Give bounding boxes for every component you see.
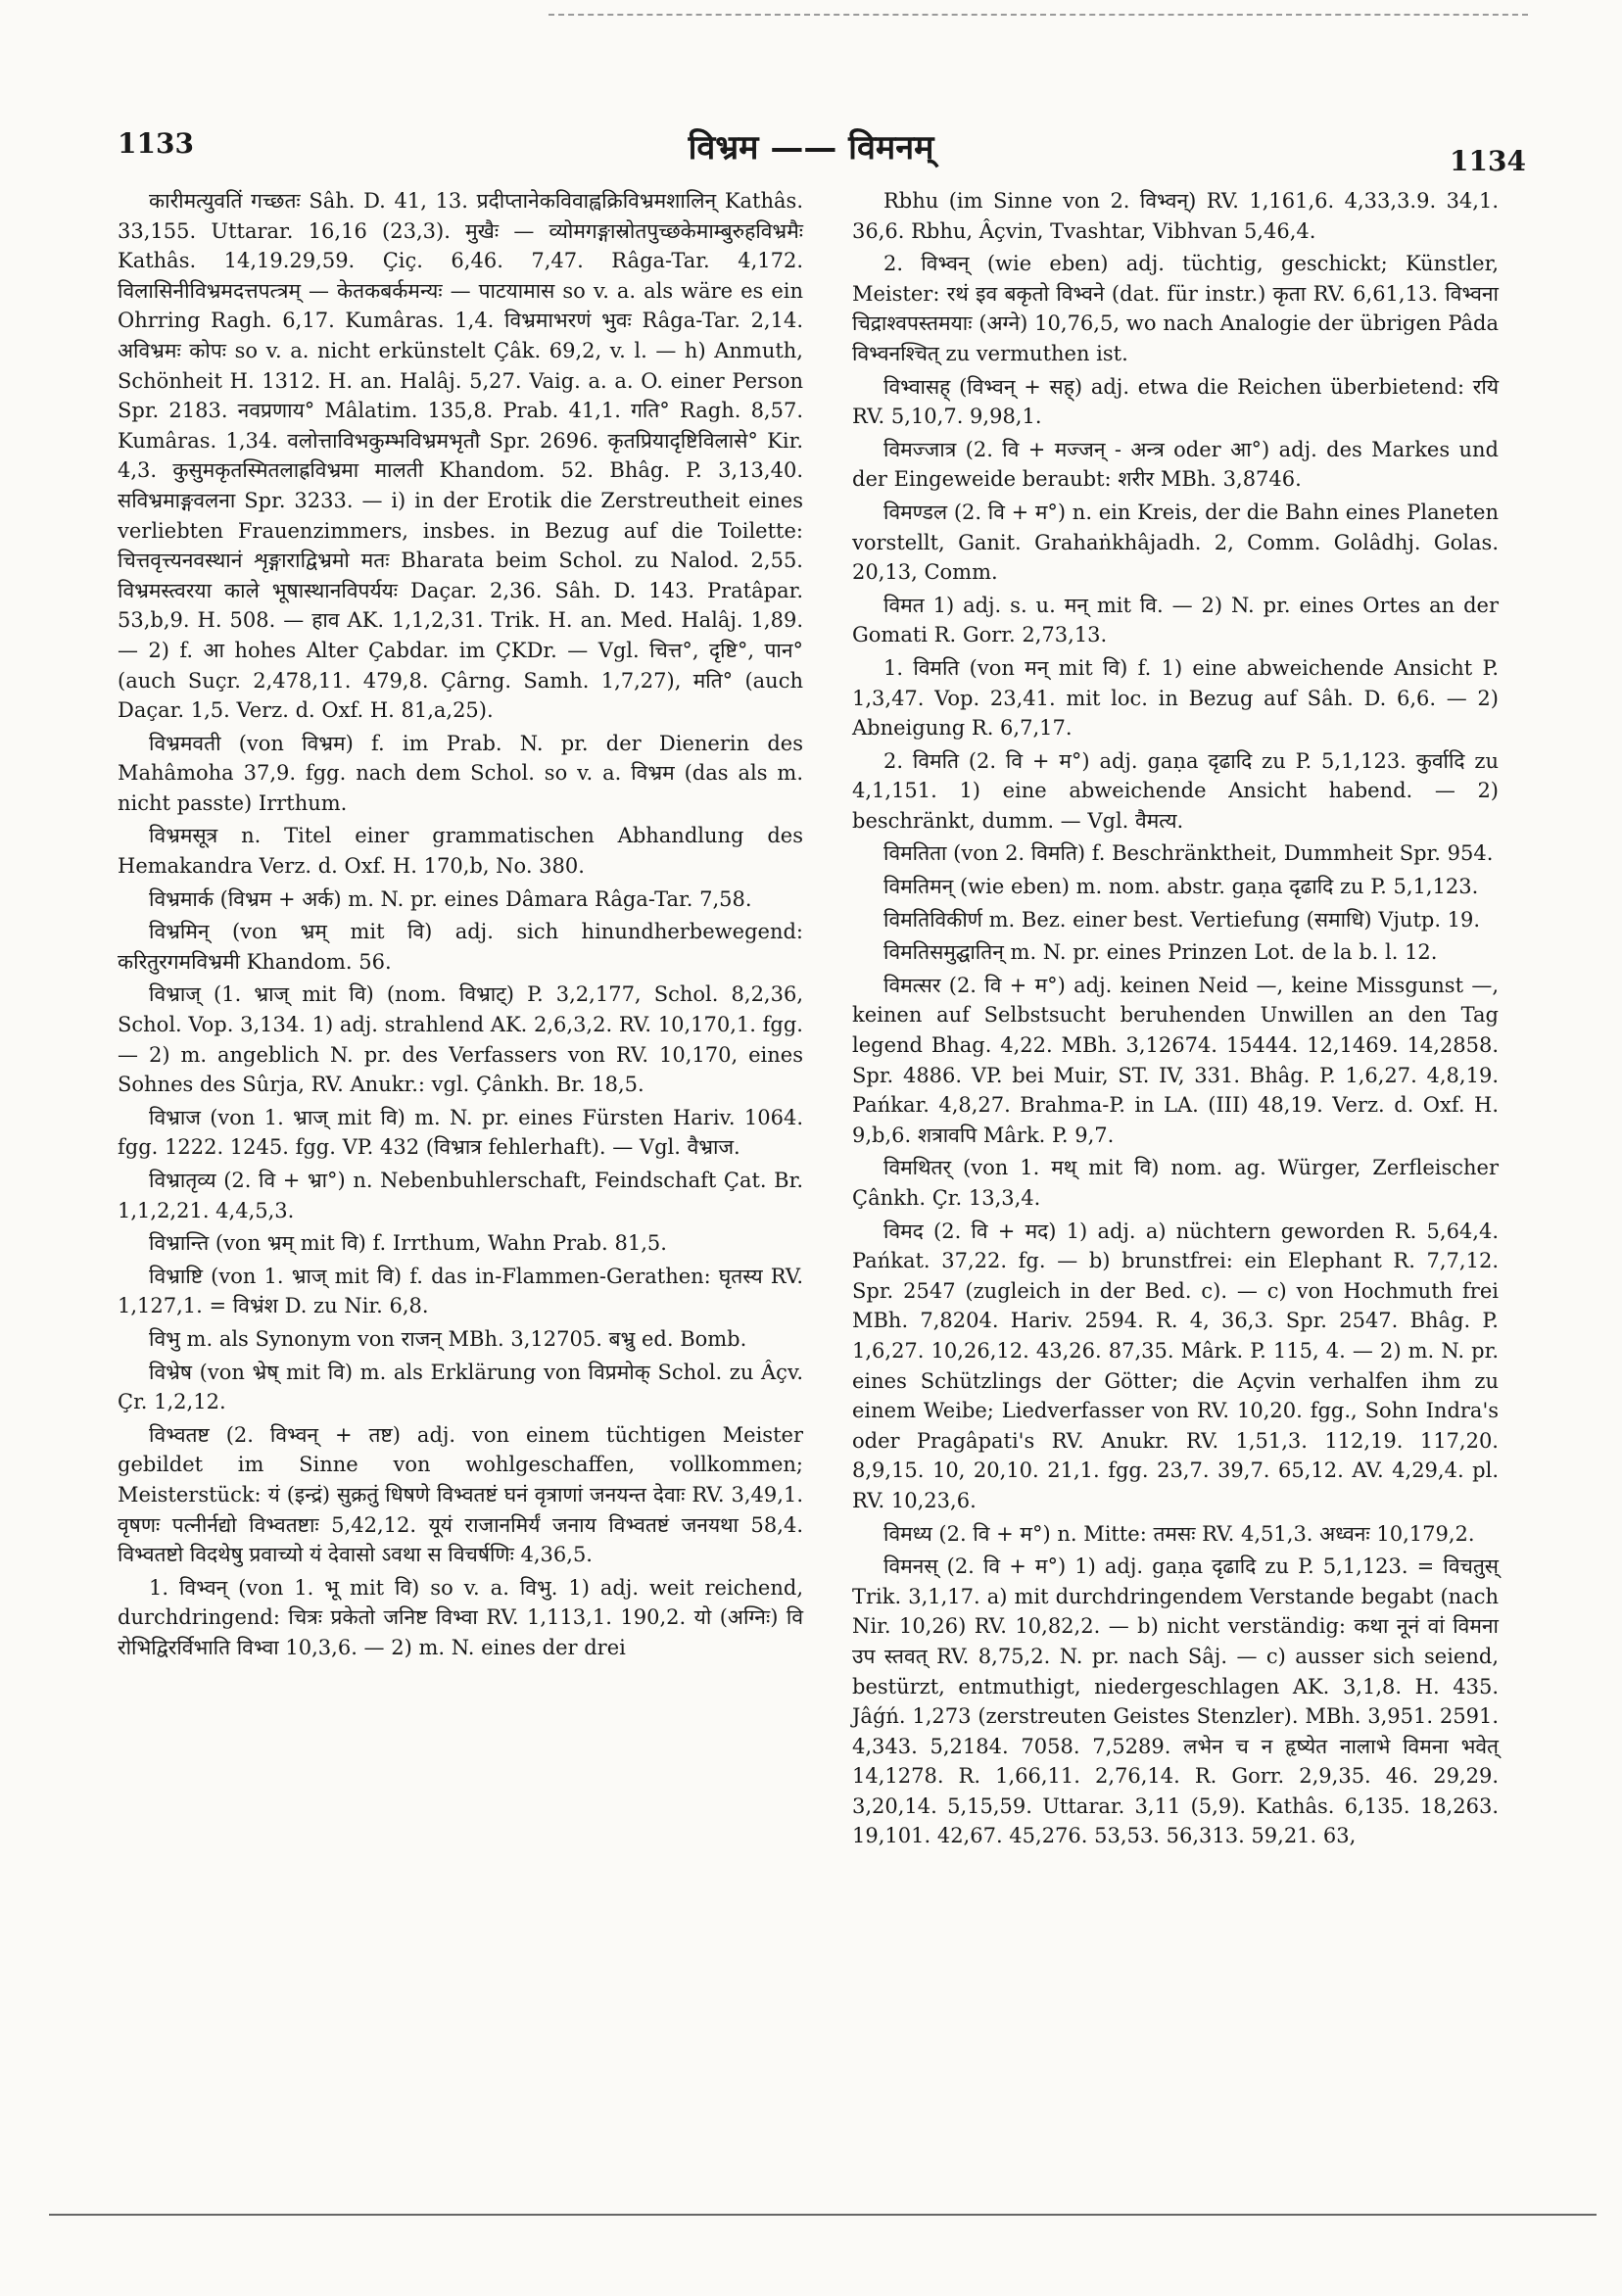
dictionary-entry: विभ्रमिन् (von भ्रम् mit वि) adj. sich hinundherbewegend: करितुरगमविभ्रमी Khandom. 56.	[118, 920, 803, 974]
dictionary-entry: विमद (2. वि + मद) 1) adj. a) nüchtern geworden R. 5,64,4. Pańkat. 37,22. fg. — b) brunstfrei: ein Elephant R. 7,7,12. Spr. 2547 (zugleich in der Bed. c). — c) von Hochmuth frei MBh. 7,8204. Hariv. 2594. R. 4, 36,3. Spr. 2547. Bhâg. P. 1,6,27. 10,26,12. 43,26. 87,35. Mârk. P. 115, 4. — 2) m. N. pr. eines Schützlings der Götter; die Açvin verhalfen ihm zu einem Weibe; Liedverfasser von RV. 10,20. fgg., Sohn Indra's oder Pragâpati's RV. Anukr. RV. 1,51,3. 112,19. 117,20. 8,9,15. 10, 20,10. 21,1. fgg. 23,7. 39,7. 65,12. AV. 4,29,4. pl. RV. 10,23,6.	[852, 1219, 1499, 1512]
dictionary-entry: 2. विभ्वन् (wie eben) adj. tüchtig, geschickt; Künstler, Meister: रथं इव बकृतो विभ्वने (dat. für instr.) कृता RV. 6,61,13. विभ्वना चिद्राश्वपस्तमयाः (अग्ने) 10,76,5, wo nach Analogie der übrigen Pâda विभ्वनश्चित् zu vermuthen ist.	[852, 252, 1499, 365]
dictionary-entry: विभ्वासह् (विभ्वन् + सह्) adj. etwa die Reichen überbietend: रयि RV. 5,10,7. 9,98,1.	[852, 374, 1499, 429]
dictionary-entry: विमथितर् (von 1. मथ् mit वि) nom. ag. Würger, Zerfleischer Çânkh. Çr. 13,3,4.	[852, 1156, 1499, 1210]
dictionary-entry: कारीमत्युवतिं गच्छतः Sâh. D. 41, 13. प्रदीप्तानेकविवाह्वक्रिविभ्रमशालिन् Kathâs. 33,155. Uttarar. 16,16 (23,3). मुखैः — व्योमगङ्गास्रोतपुच्छकेमाम्बुरुहविभ्रमैः Kathâs. 14,19.29,59. Çiç. 6,46. 7,47. Râga-Tar. 4,172. विलासिनीविभ्रमदत्तपत्त्रम् — केतकबर्कमन्यः — पाटयामास so v. a. als wäre es ein Ohrring Ragh. 6,17. Kumâras. 1,4. विभ्रमाभरणं भुवः Râga-Tar. 2,14. अविभ्रमः कोपः so v. a. nicht erkünstelt Çâk. 69,2, v. l. — h) Anmuth, Schönheit H. 1312. H. an. Halâj. 5,27. Vaig. a. a. O. einer Person Spr. 2183. नवप्रणाय° Mâlatim. 135,8. Prab. 41,1. गति° Ragh. 8,57. Kumâras. 1,34. वलोत्ताविभकुम्भविभ्रमभृतौ Spr. 2696. कृतप्रियादृष्टिविलासे° Kir. 4,3. कुसुमकृतस्मितलाह्रविभ्रमा मालती Khandom. 52. Bhâg. P. 3,13,40. सविभ्रमाङ्गवलना Spr. 3233. — i) in der Erotik die Zerstreutheit eines verliebten Frauenzimmers, insbes. in Bezug auf die Toilette: चित्तवृत्त्यनवस्थानं शृङ्गाराद्विभ्रमो मतः Bharata beim Schol. zu Nalod. 2,55. विभ्रमस्त्वरया काले भूषास्थानविपर्ययः Daçar. 2,36. Sâh. D. 143. Pratâpar. 53,b,9. H. 508. — हाव AK. 1,1,2,31. Trik. H. an. Med. Halâj. 1,89. — 2) f. आ hohes Alter Çabdar. im ÇKDr. — Vgl. चित्त°, दृष्टि°, पान° (auch Suçr. 2,478,11. 479,8. Çârng. Samh. 1,7,27), मति° (auch Daçar. 1,5. Verz. d. Oxf. H. 81,a,25).	[118, 189, 803, 723]
dictionary-entry: विभ्रान्ति (von भ्रम् mit वि) f. Irrthum, Wahn Prab. 81,5.	[149, 1231, 667, 1256]
dictionary-entry: Rbhu (im Sinne von 2. विभ्वन्) RV. 1,161,6. 4,33,3.9. 34,1. 36,6. Rbhu, Âçvin, Tvashtar, Vibhvan 5,46,4.	[852, 189, 1499, 243]
dictionary-entry: विभ्वतष्ट (2. विभ्वन् + तष्ट) adj. von einem tüchtigen Meister gebildet im Sinne von wohlgeschaffen, vollkommen; Meisterstück: यं (इन्द्रं) सुक्रतुं धिषणे विभ्वतष्टं घनं वृत्राणां जनयन्त देवाः RV. 3,49,1. वृषणः पत्नीर्नद्यो विभ्वतष्टाः 5,42,12. यूयं राजानमिर्यं जनाय विभ्वतष्टं जनयथा 58,4. विभ्वतष्टो विदथेषु प्रवाच्यो यं देवासो ऽवथा स विचर्षणिः 4,36,5.	[118, 1422, 803, 1567]
dictionary-entry: विभ्राष्टि (von 1. भ्राज् mit वि) f. das in-Flammen-Gerathen: घृतस्य RV. 1,127,1. = विभ्रंश D. zu Nir. 6,8.	[118, 1264, 803, 1318]
right-column	[852, 186, 1499, 1854]
page-header	[0, 118, 1622, 176]
dictionary-entry: विभ्रातृव्य (2. वि + भ्रा°) n. Nebenbuhlerschaft, Feindschaft Çat. Br. 1,1,2,21. 4,4,5,3.	[118, 1169, 803, 1222]
page-number-right: 1134	[1450, 145, 1526, 177]
dictionary-entry: विमनस् (2. वि + म°) 1) adj. gaṇa दृढादि zu P. 5,1,123. = विचतुस् Trik. 3,1,17. a) mit durchdringendem Verstande begabt (nach Nir. 10,26) RV. 10,82,2. — b) nicht verständig: कथा नूनं वां विमना उप स्तवत् RV. 8,75,2. N. pr. nach Sâj. — c) ausser sich seiend, bestürzt, entmuthigt, niedergeschlagen AK. 3,1,8. H. 435. Jâǵń. 1,273 (zerstreuten Geistes Stenzler). MBh. 3,951. 2591. 4,343. 5,2184. 7058. 7,5289. लभेन च न हृष्येत नालाभे विमना भवेत् 14,1278. R. 1,66,11. 2,76,14. R. Gorr. 2,9,35. 46. 29,29. 3,20,14. 5,15,59. Uttarar. 3,11 (5,9). Kathâs. 6,135. 18,263. 19,101. 42,67. 45,276. 53,53. 56,313. 59,21. 63,	[852, 1555, 1500, 1848]
dictionary-entry: 1. विमति (von मन् mit वि) f. 1) eine abweichende Ansicht P. 1,3,47. Vop. 23,41. mit loc. in Bezug auf Sâh. D. 6,6. — 2) Abneigung R. 6,7,17.	[852, 655, 1499, 741]
dictionary-entry: विमत्सर (2. वि + म°) adj. keinen Neid —, keine Missgunst —, keinen auf Selbstsucht beruhenden Unwillen an den Tag legend Bhag. 4,22. MBh. 3,12674. 15444. 12,1469. 14,2858. Spr. 4886. VP. bei Muir, ST. IV, 331. Bhâg. P. 1,6,27. 4,8,19. Pańkar. 4,8,27. Brahma-P. in LA. (III) 48,19. Verz. d. Oxf. H. 9,b,6. शत्रावपि Mârk. P. 9,7.	[852, 973, 1499, 1147]
dictionary-entry: विभ्रेष (von भ्रेष् mit वि) m. als Erklärung von विप्रमोक् Schol. zu Âçv. Çr. 1,2,12.	[118, 1360, 803, 1414]
dictionary-entry: विमतिमन् (wie eben) m. nom. abstr. gaṇa दृढादि zu P. 5,1,123.	[883, 875, 1479, 899]
bottom-rule	[49, 2214, 1597, 2216]
page-number-left: 1133	[118, 127, 194, 160]
top-rule	[549, 14, 1528, 16]
dictionary-entry: 1. विभ्वन् (von 1. भू mit वि) so v. a. विभु. 1) adj. weit reichend, durchdringend: चित्रः प्रकेतो जनिष्ट विभ्वा RV. 1,113,1. 190,2. यो (अग्निः) वि रोभिद्विरर्विभाति विभ्वा 10,3,6. — 2) m. N. eines der drei	[118, 1575, 803, 1659]
dictionary-entry: विमतिता (von 2. विमति) f. Beschränktheit, Dummheit Spr. 954.	[883, 841, 1494, 866]
dictionary-entry: विभु m. als Synonym von राजन् MBh. 3,12705. बभ्रु ed. Bomb.	[149, 1326, 747, 1351]
dictionary-entry: विमध्य (2. वि + म°) n. Mitte: तमसः RV. 4,51,3. अध्वनः 10,179,2.	[883, 1521, 1475, 1546]
dictionary-entry: विमण्डल (2. वि + म°) n. ein Kreis, der die Bahn eines Planeten vorstellt, Ganit. Grahaṅkhâjadh. 2, Comm. Golâdhj. Golas. 20,13, Comm.	[852, 500, 1499, 585]
dictionary-entry: 2. विमति (2. वि + म°) adj. gaṇa दृढादि zu P. 5,1,123. कुर्वादि zu 4,1,151. 1) eine abweichende Ansicht habend. — 2) beschränkt, dumm. — Vgl. वैमत्य.	[852, 748, 1499, 833]
dictionary-entry: विमतिसमुद्घातिन् m. N. pr. eines Prinzen Lot. de la b. l. 12.	[883, 940, 1438, 965]
dictionary-entry: विभ्राज (von 1. भ्राज् mit वि) m. N. pr. eines Fürsten Hariv. 1064. fgg. 1222. 1245. fgg. VP. 432 (विभ्रात्र fehlerhaft). — Vgl. वैभ्राज.	[118, 1105, 803, 1160]
running-title: विभ्रम —— विमनम्	[688, 128, 934, 167]
dictionary-entry: विमत 1) adj. s. u. मन् mit वि. — 2) N. pr. eines Ortes an der Gomati R. Gorr. 2,73,13.	[852, 593, 1499, 647]
dictionary-entry: विभ्रमसूत्र n. Titel einer grammatischen Abhandlung des Hemakandra Verz. d. Oxf. H. 170,b, No. 380.	[118, 824, 803, 879]
dictionary-entry: विमज्जात्र (2. वि + मज्जन् - अन्त्र oder आ°) adj. des Markes und der Eingeweide beraubt: शरीर MBh. 3,8746.	[852, 437, 1499, 492]
dictionary-entry: विभ्रमार्क (विभ्रम + अर्क) m. N. pr. eines Dâmara Râga-Tar. 7,58.	[149, 886, 752, 911]
left-column	[118, 186, 803, 1666]
dictionary-entry: विमतिविकीर्ण m. Bez. einer best. Vertiefung (समाधि) Vjutp. 19.	[883, 907, 1481, 932]
dictionary-entry: विभ्रमवती (von विभ्रम) f. im Prab. N. pr. der Dienerin des Mahâmoha 37,9. fgg. nach dem Schol. so v. a. विभ्रम (das als m. nicht passte) Irrthum.	[118, 731, 803, 815]
dictionary-entry: विभ्राज् (1. भ्राज् mit वि) (nom. विभ्राट्) P. 3,2,177, Schol. 8,2,36, Schol. Vop. 3,134. 1) adj. strahlend AK. 2,6,3,2. RV. 10,170,1. fgg. — 2) m. angeblich N. pr. des Verfassers von RV. 10,170, eines Sohnes des Sûrja, RV. Anukr.: vgl. Çânkh. Br. 18,5.	[118, 982, 803, 1097]
